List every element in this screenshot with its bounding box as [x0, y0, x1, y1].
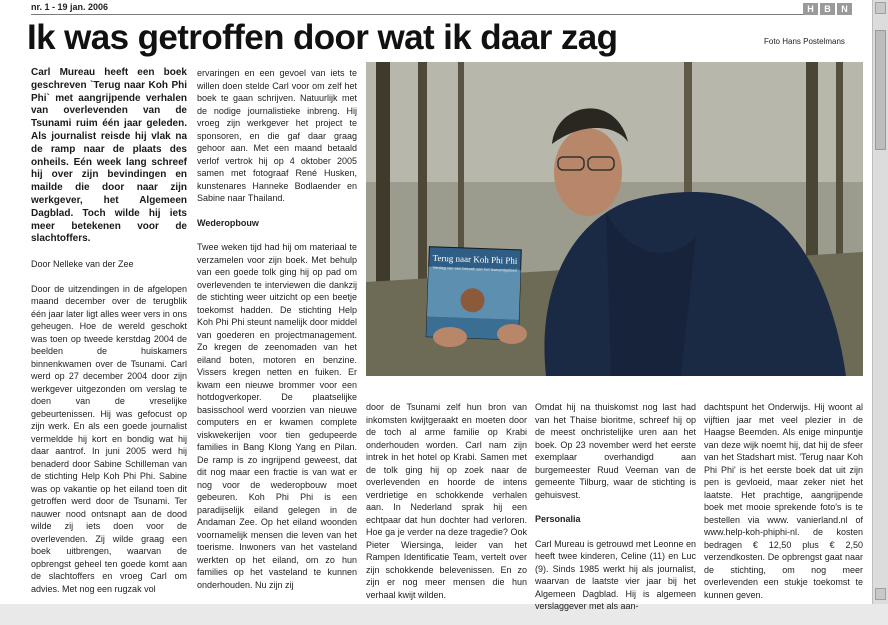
column-1-body: Door de uitzendingen in de afgelopen maand december over de terugblik één jaar later ligt alles weer vers in ons geheugen. Hoe de wereld geschokt was toen op tweede kerstdag 2004 de beelden de huiskamers binnenkwamen over de Tsunami. Carl werd op 27 december 2004 door zijn werkgever uitgezonden om verslag te doen van de vreselijke gebeurtenissen. Hij was gefocust op zijn werk. En als een goede journalist vermeldde hij kort en bondig wat hij daar aantrof. In juni 2005 werd hij benaderd door Sabine Schilleman van de stichting Help Koh Phi Phi. Sabine was op vakantie op het eiland toen dit getroffen werd door de Tsunami. Ter nauwer nood ontsnapt aan de dood wilde zij iets doen voor de overlevenden. Zij wilde graag een boek uitbrengen, waarvan de opbrengst geheel ten goede komt aan de slachtoffers en vroeg Carl om advies. Met nog een rugzak vol: [31, 283, 187, 594]
scroll-up-arrow-icon[interactable]: [875, 2, 886, 14]
issue-info: nr. 1 - 19 jan. 2006: [31, 2, 109, 12]
column-4: [535, 401, 696, 625]
brand-letter-h: H: [803, 3, 818, 15]
column-5-body: dachtspunt het Onderwijs. Hij woont al vijftien jaar met veel plezier in de Haagse Beemden. Als enige minpuntje van deze wijk noemt hij, dat hij de sfeer van het Stadshart mist. 'Terug naar Koh Phi Phi' is het eerste boek dat uit zijn pen is gevloeid, maar zeker niet het laatste. Het prachtige, aangrijpende boek met mooie sprekende foto's is te bestellen via www. vanierland.nl of www.help-koh-phiphi-nl. de kosten bedragen € 12,50 plus € 2,50 verzendkosten. De opbrengst gaat naar de stichting, om nog meer overlevenden een stukje toekomst te kunnen geven.: [704, 402, 863, 600]
face: [554, 128, 622, 216]
byline: Door Nelleke van der Zee: [31, 259, 134, 270]
subhead-personalia: Personalia: [535, 514, 581, 524]
brand-logo: [803, 3, 852, 15]
brand-letter-b: B: [820, 3, 835, 15]
article-photo: [366, 62, 863, 376]
column-3: [366, 401, 527, 613]
book-subtitle: Verslag van een bezoek aan het tsunamigebied: [432, 264, 517, 273]
headline: Ik was getroffen door wat ik daar zag: [27, 18, 618, 57]
photo-illustration: [366, 62, 863, 376]
brand-letter-n: N: [837, 3, 852, 15]
subhead-wederopbouw: Wederopbouw: [197, 217, 259, 228]
page-header: [31, 0, 851, 16]
scroll-down-arrow-icon[interactable]: [875, 588, 886, 600]
column-5: [704, 401, 863, 613]
column-4-body-2: Carl Mureau is getrouwd met Leonne en heeft twee kinderen, Celine (11) en Luc (9). Sinds 1985 werkt hij als journalist, waarvan de laatste vier jaar bij het Algemeen Dagblad. Hij is algemeen verslaggever met als aan-: [535, 538, 696, 611]
article-lede: Carl Mureau heeft een boek geschreven `Terug naar Koh Phi Phi` met aangrijpende verhalen van overlevenden van de Tsunami ruim één jaar geleden. Als journalist reisde hij vlak na de ramp naar de plaats des onheils. Eén week lang schreef hij over zijn bevindingen en mailde die door naar zijn werkgever, het Algemeen Dagblad. Toch wilde hij iets meer betekenen voor de slachtoffers.: [31, 67, 187, 245]
column-2-body-1: ervaringen en een gevoel van iets te willen doen stelde Carl voor om zelf het boek te gaan schrijven. Natuurlijk met de nodige journalistieke inbreng. Hij vroeg zijn werkgever het project te sponsoren, en die gaf daar graag gehoor aan. Met een maand betaald verlof vertrok hij op 4 oktober 2005 samen met fotograaf René Husken, kunstenares Hanneke Bodlaender en Sabine naar Thailand.: [197, 68, 357, 203]
column-2-body-2: Twee weken tijd had hij om materiaal te verzamelen voor zijn boek. Met behulp van een goede tolk ging hij op pad om overlevenden te interviewen die dankzij de stichting weer uitzicht op een beetje toekomst hadden. De stichting Help Koh Phi Phi steunt namelijk door middel van goederen en projectmanagement. Zo kregen de zeenomaden van het eiland boten, motoren en benzine. Vissers kregen netten en fuiken. Er kwam een nieuwe brommer voor een hotdogverkoper. De plaatselijke basisschool werd voorzien van nieuwe computers en er kwamen complete viskwekerijen voor tien gedupeerde families in Bang Klong Yang en Pilan. De ramp is zo ingrijpend geweest, dat dit nog maar een fractie is van wat er nog voor de wederopbouw moet gebeuren. Koh Phi Phi is een paradijselijk eiland gelegen in de Andaman Zee. Op het eiland woonden voornamelijk mensen die leven van het toerisme. Inwoners van het vasteland werkten op het eiland, om zo hun families op het vasteland te kunnen onderhouden. Nu zijn zij: [197, 242, 357, 590]
book-title: Terug naar Koh Phi Phi: [432, 252, 518, 266]
column-3-body: door de Tsunami zelf hun bron van inkomsten kwijtgeraakt en moeten door de toch al arme familie op Krabi onderhouden worden. Carl nam zijn intrek in het hotel op Krabi. Samen met de tolk ging hij op zoek naar de overlevenden en hoorde de intens verdrietige en schokkende verhalen aan. In Nederland sprak hij een echtpaar dat hun dochter had verloren. Hoe ga je verder na deze tragedie? Ook Pieter Wiersinga, leider van het Rampen Identificatie Team, vertelt over zijn schokkende belevenissen. En zo zijn er nog meer mensen die hun verhaal kwijt wilden.: [366, 402, 527, 600]
vertical-scrollbar[interactable]: [872, 0, 888, 604]
column-1: [31, 67, 187, 607]
scrollbar-thumb[interactable]: [875, 30, 886, 150]
header-rule: [31, 14, 811, 15]
column-4-body-1: Omdat hij na thuiskomst nog last had van het Thaise bioritme, schreef hij op de meest onchristelijke uren aan het boek. Op 23 november werd het eerste exemplaar overhandigd aan burgemeester Ruud Veeman van de gemeente Tilburg, waar de stichting is gehuisvest.: [535, 402, 696, 500]
photo-credit: Foto Hans Postelmans: [764, 37, 845, 46]
column-2: [197, 67, 357, 603]
